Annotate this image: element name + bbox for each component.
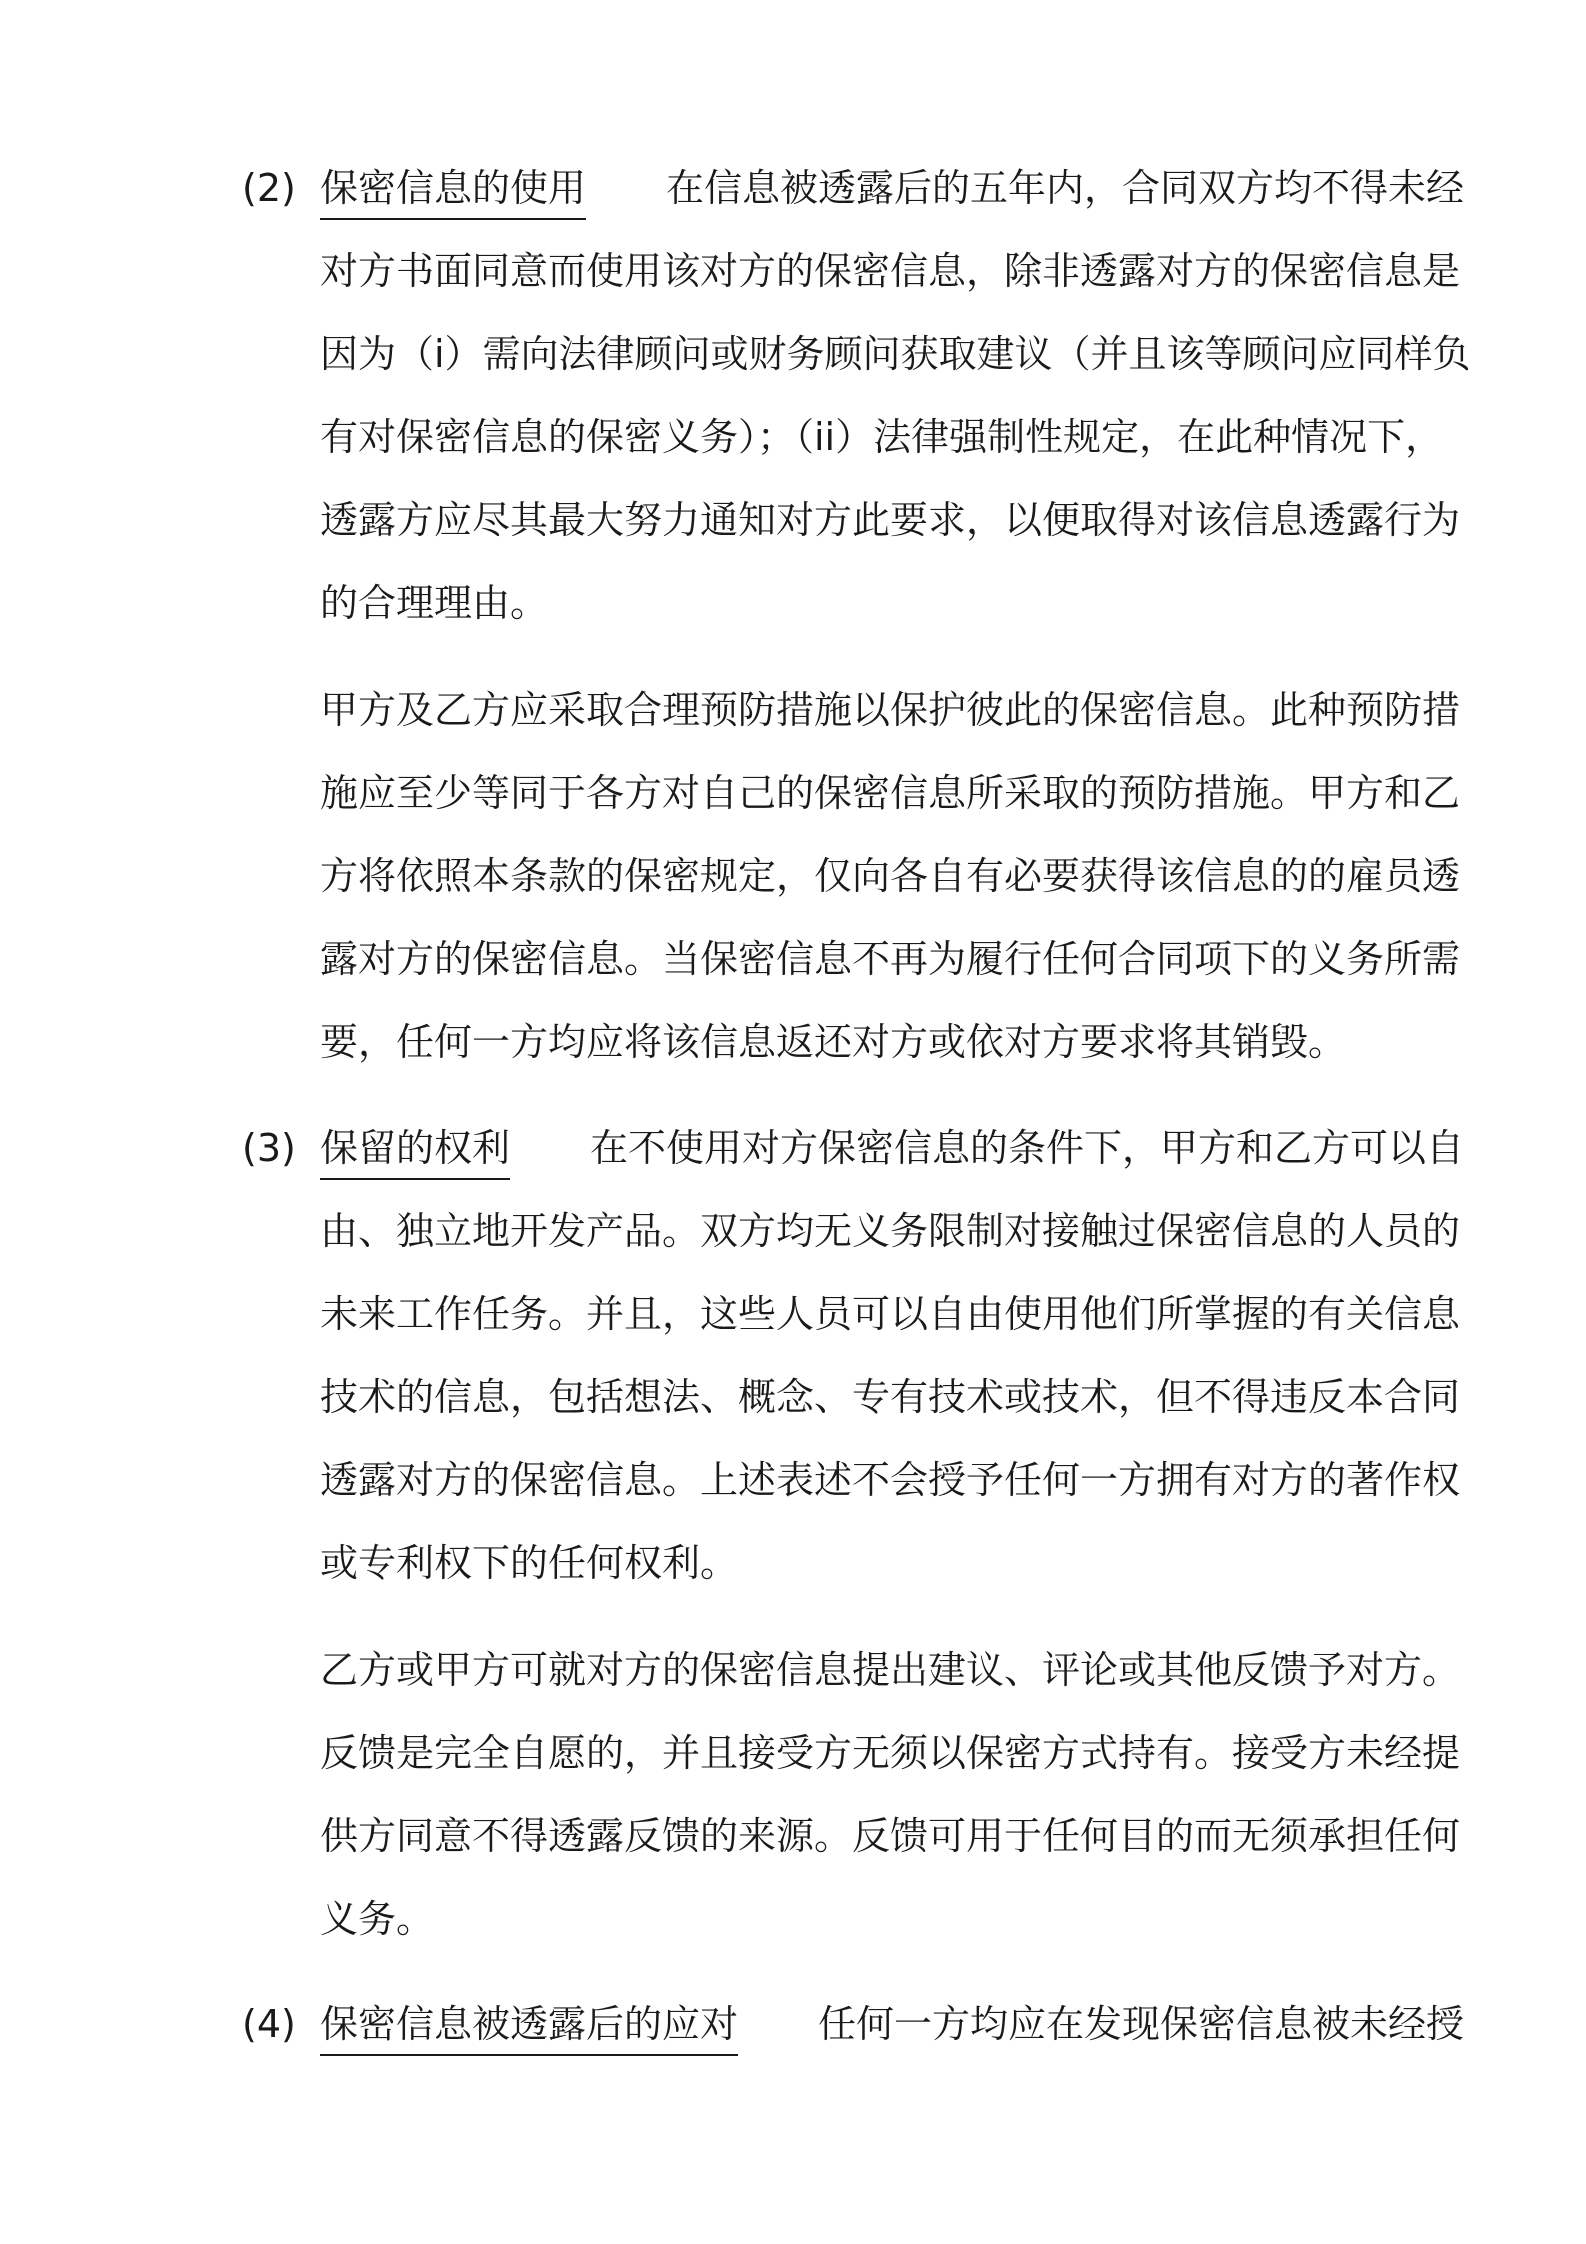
section-number: (2) [242,166,296,210]
paragraph-line: 或专利权下的任何权利。 [320,1541,739,1585]
heading-line-text: 在信息被透露后的五年内，合同双方均不得未经 [666,166,1465,210]
paragraph-line: 施应至少等同于各方对自己的保密信息所采取的预防措施。甲方和乙 [320,771,1461,815]
paragraph-line: 透露方应尽其最大努力通知对方此要求，以便取得对该信息透露行为 [320,498,1461,542]
paragraph-line: 方将依照本条款的保密规定，仅向各自有必要获得该信息的的雇员透 [320,854,1461,898]
paragraph-line: 露对方的保密信息。当保密信息不再为履行任何合同项下的义务所需 [320,937,1461,981]
section-heading-line [320,1122,1465,1180]
paragraph-line: 反馈是完全自愿的，并且接受方无须以保密方式持有。接受方未经提 [320,1731,1461,1775]
paragraph-line: 技术的信息，包括想法、概念、专有技术或技术，但不得违反本合同 [320,1375,1461,1419]
paragraph-line: 未来工作任务。并且，这些人员可以自由使用他们所掌握的有关信息 [320,1292,1461,1336]
paragraph-line: 乙方或甲方可就对方的保密信息提出建议、评论或其他反馈予对方。 [320,1648,1461,1692]
heading-line-text: 任何一方均应在发现保密信息被未经授 [818,2002,1465,2046]
section-heading: 保密信息被透露后的应对 [320,1998,738,2056]
section-heading-line [320,1998,1465,2056]
paragraph-line: 要，任何一方均应将该信息返还对方或依对方要求将其销毁。 [320,1020,1347,1064]
paragraph-line: 的合理理由。 [320,581,549,625]
section-number: (3) [242,1126,296,1170]
paragraph-line: 对方书面同意而使用该对方的保密信息，除非透露对方的保密信息是 [320,249,1461,293]
section-heading: 保留的权利 [320,1122,510,1180]
paragraph-line: 供方同意不得透露反馈的来源。反馈可用于任何目的而无须承担任何 [320,1814,1461,1858]
paragraph-line: 透露对方的保密信息。上述表述不会授予任何一方拥有对方的著作权 [320,1458,1461,1502]
heading-line-text: 在不使用对方保密信息的条件下，甲方和乙方可以自 [590,1126,1465,1170]
paragraph-line: 义务。 [320,1897,435,1941]
paragraph-line: 由、独立地开发产品。双方均无义务限制对接触过保密信息的人员的 [320,1209,1461,1253]
paragraph-line: 因为（i）需向法律顾问或财务顾问获取建议（并且该等顾问应同样负 [320,332,1471,376]
section-heading: 保密信息的使用 [320,162,586,220]
section-number: (4) [242,2002,296,2046]
paragraph-line: 有对保密信息的保密义务）；（ii）法律强制性规定，在此种情况下， [320,415,1444,459]
section-heading-line [320,162,1465,220]
paragraph-line: 甲方及乙方应采取合理预防措施以保护彼此的保密信息。此种预防措 [320,688,1461,732]
